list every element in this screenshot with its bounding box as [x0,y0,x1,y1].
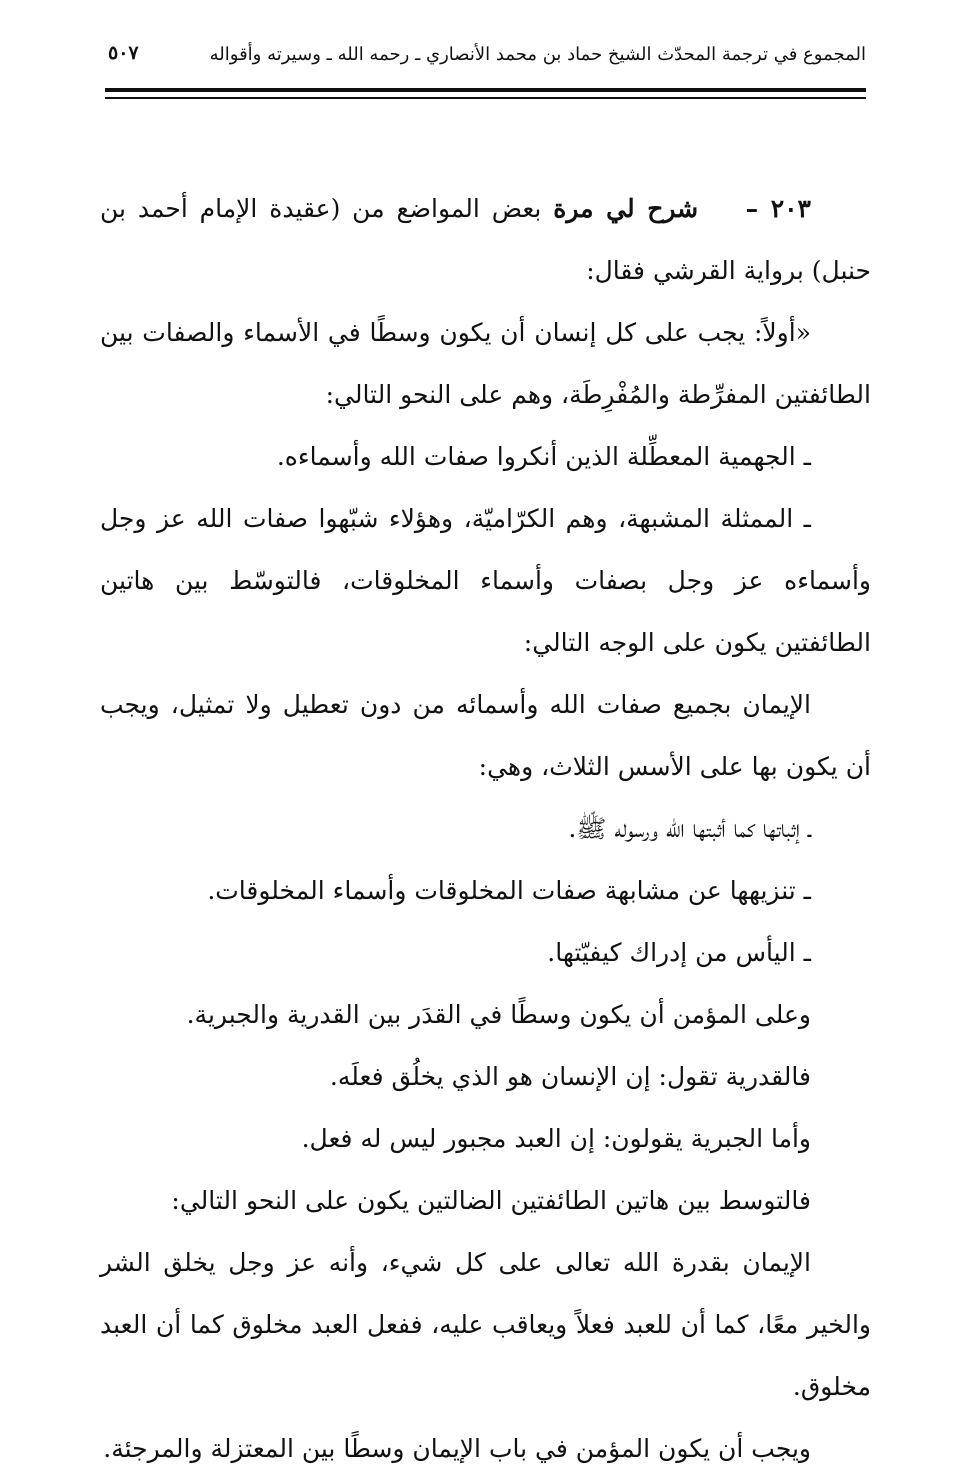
entry-text: بعض المواضع من (عقيدة الإمام أحمد بن حنبل) برواية القرشي فقال: [100,194,871,285]
entry-heading [100,178,871,302]
paragraph: وعلى المؤمن أن يكون وسطًا في القدَر بين القدرية والجبرية. [186,1000,811,1029]
body-text [100,178,871,1480]
paragraph: ويجب أن يكون المؤمن في باب الإيمان وسطًا بين المعتزلة والمرجئة. [103,1434,811,1463]
paragraph: الإيمان بقدرة الله تعالى على كل شيء، وأنه عز وجل يخلق الشر والخير معًا، كما أن للعبد فعلاً ويعاقب عليه، ففعل العبد مخلوق كما أن العبد مخلوق. [100,1248,871,1401]
paragraph: فالقدرية تقول: إن الإنسان هو الذي يخلُق فعلَه. [329,1062,811,1091]
page-number: ٥٠٧ [108,42,139,64]
paragraph: «أولاً: يجب على كل إنسان أن يكون وسطًا في الأسماء والصفات بين الطائفتين المفرِّطة والمُفْرِطَة، وهم على النحو التالي: [100,318,871,409]
entry-title: شرح لي مرة [553,194,699,223]
entry-number: ٢٠٣ – [745,194,811,223]
paragraph: ـ الجهمية المعطِّلة الذين أنكروا صفات الله وأسماءه. [276,442,811,471]
paragraph: وأما الجبرية يقولون: إن العبد مجبور ليس له فعل. [301,1124,811,1153]
running-header-title: المجموع في ترجمة المحدّث الشيخ حماد بن محمد الأنصاري ـ رحمه الله ـ وسيرته وأقواله [209,44,866,65]
paragraph: ـ تنزيهها عن مشابهة صفات المخلوقات وأسماء المخلوقات. [207,876,811,905]
running-header [100,40,866,80]
paragraph: الإيمان بجميع صفات الله وأسمائه من دون تعطيل ولا تمثيل، ويجب أن يكون بها على الأسس الثلاث، وهي: [100,690,871,781]
header-rule-thick [105,88,866,92]
paragraph: ـ اليأس من إدراك كيفيّتها. [547,938,811,967]
header-rule-thin [105,97,866,99]
paragraph: فالتوسط بين هاتين الطائفتين الضالتين يكون على النحو التالي: [171,1186,811,1215]
paragraph: ـ إثباتها كما أثبتها الله ورسوله ﷺ. [568,814,811,843]
paragraph: ـ الممثلة المشبهة، وهم الكرّاميّة، وهؤلاء شبّهوا صفات الله عز وجل وأسماءه عز وجل بصفات وأسماء المخلوقات، فالتوسّط بين هاتين الطائفتين يكون على الوجه التالي: [100,504,871,657]
